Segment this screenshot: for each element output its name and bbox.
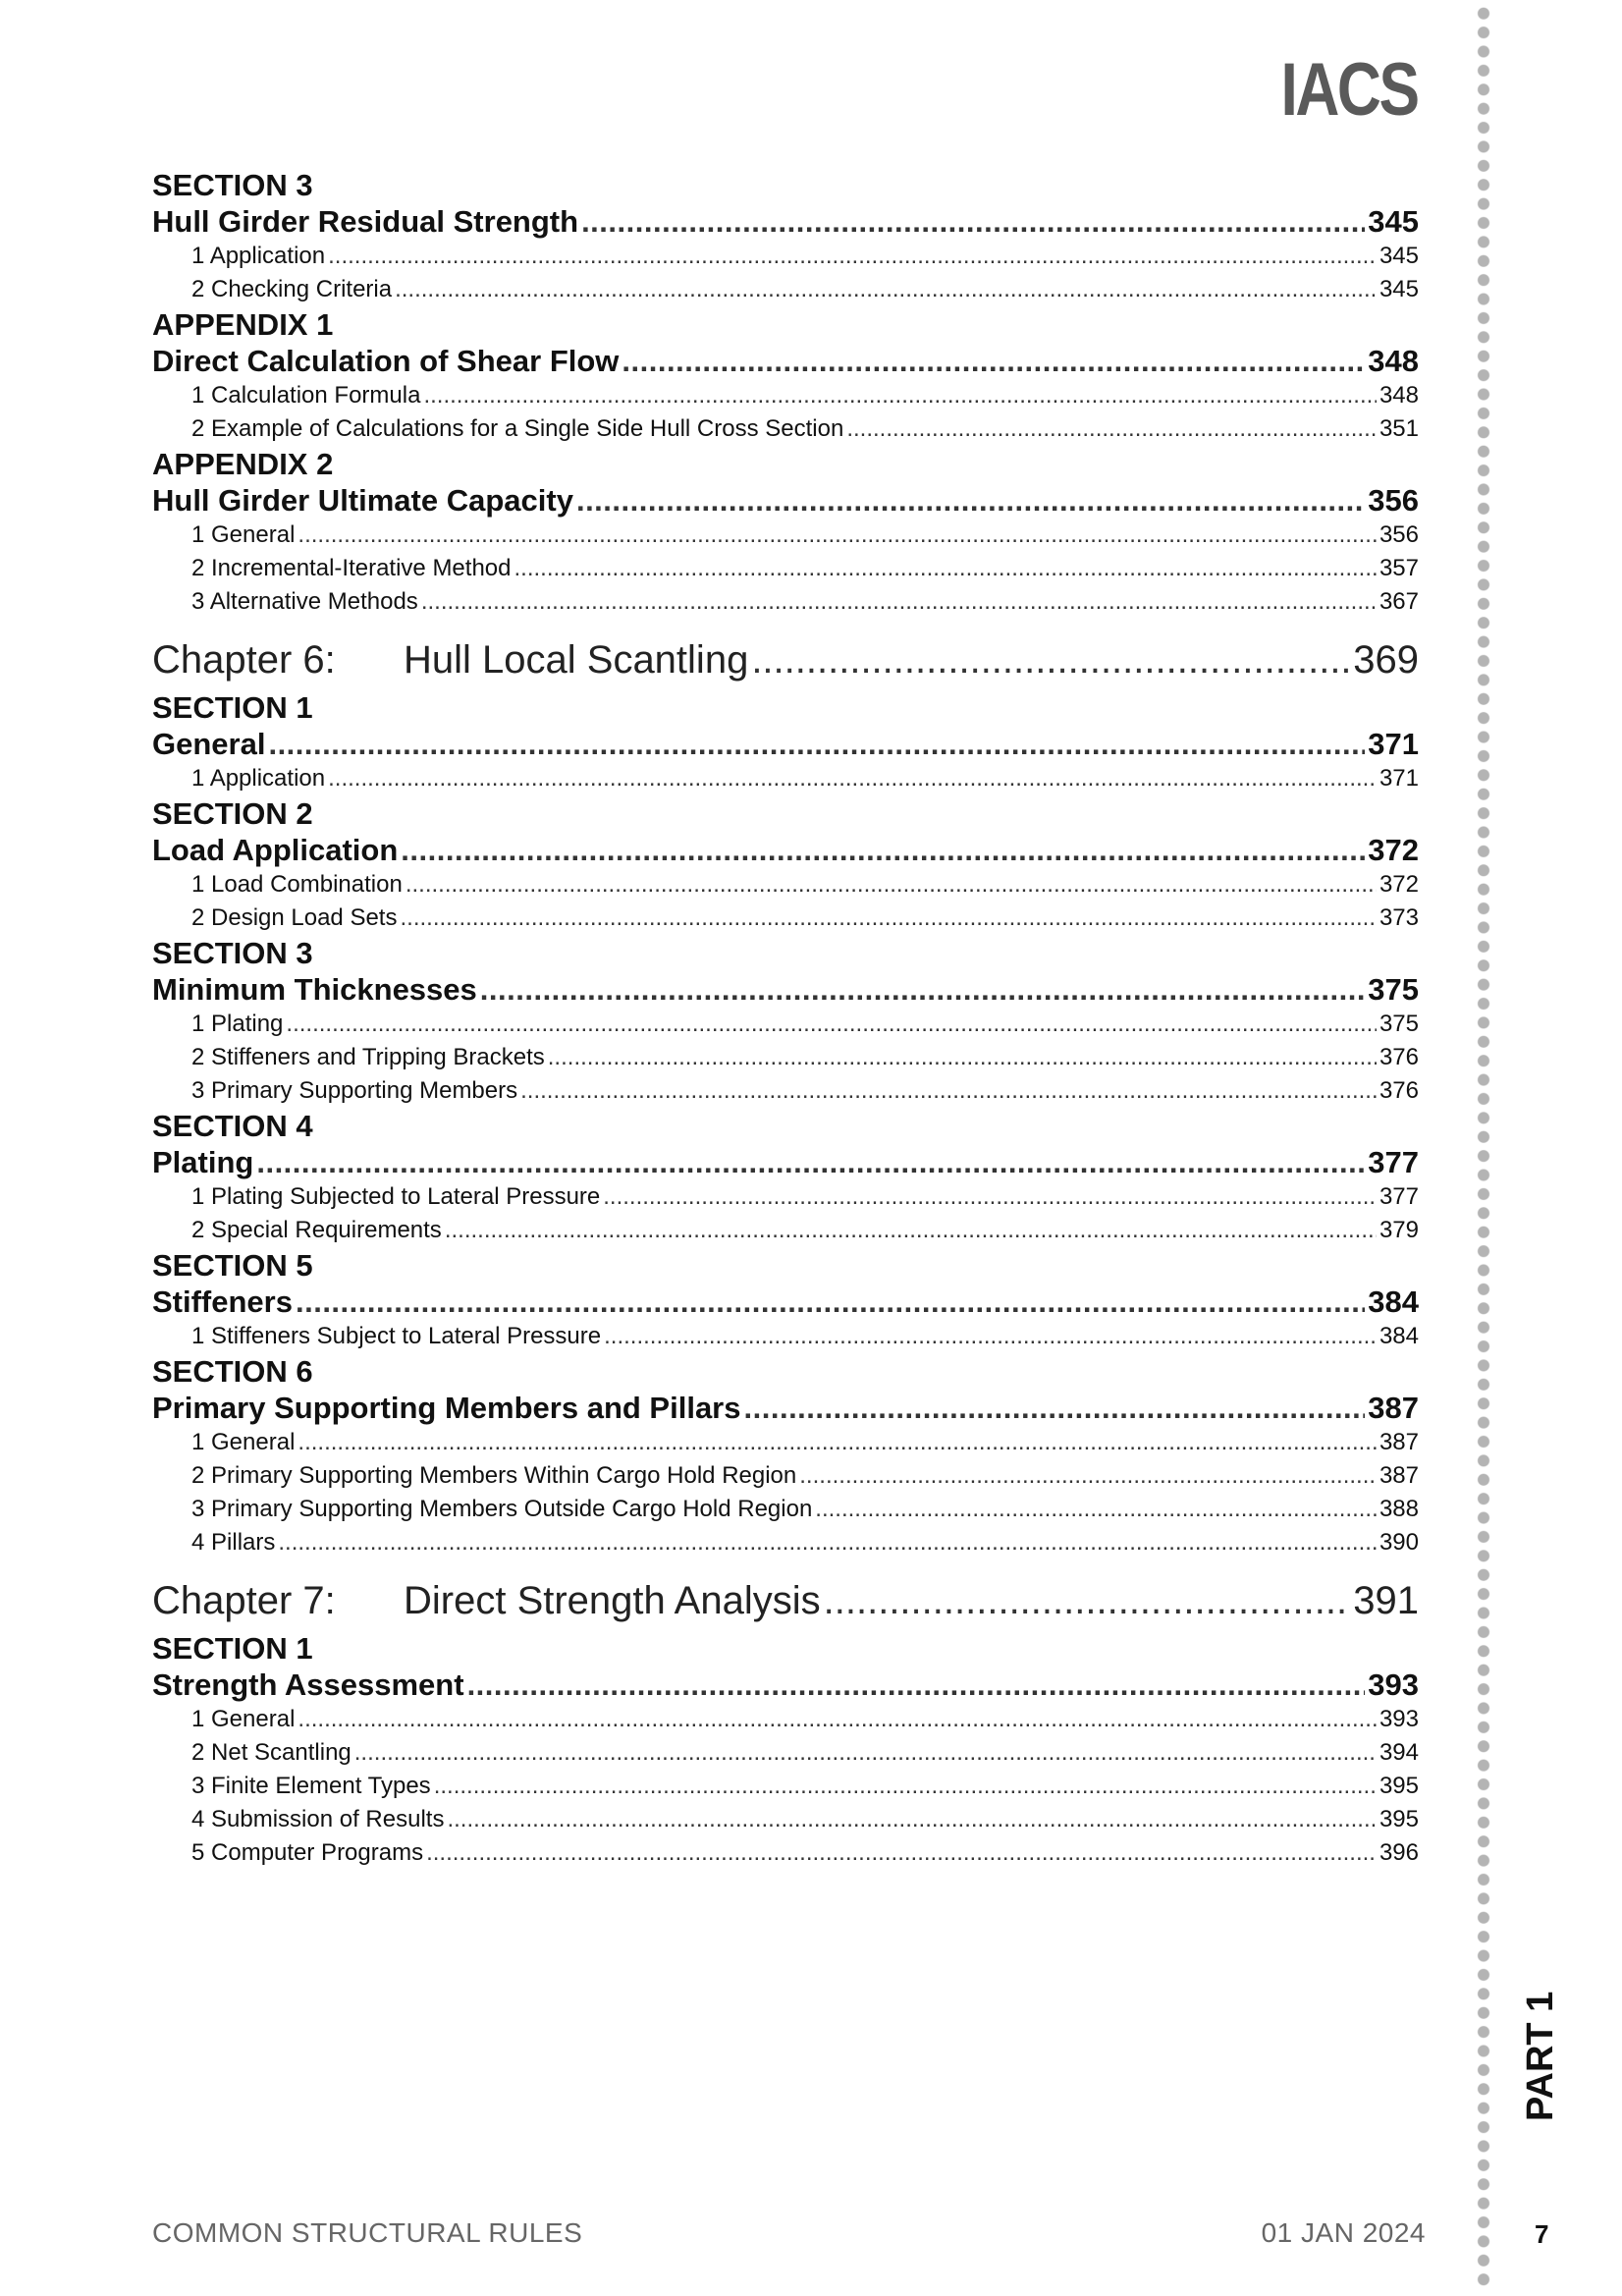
toc-entry-text: 1 Stiffeners Subject to Lateral Pressure xyxy=(191,1323,602,1349)
toc-entry-text: Strength Assessment xyxy=(152,1667,464,1702)
toc-entry-text: 2 Design Load Sets xyxy=(191,904,398,931)
toc-dot-leader xyxy=(400,902,1376,935)
page-number: 7 xyxy=(1535,2219,1549,2249)
footer-date: 01 JAN 2024 xyxy=(1261,2217,1426,2248)
toc-entry-text: 2 Primary Supporting Members Within Cargo Hold Region xyxy=(191,1462,797,1489)
toc-page-number: 384 xyxy=(1368,1285,1419,1319)
toc-item[interactable] xyxy=(152,519,1419,552)
toc-page-number: 390 xyxy=(1379,1529,1419,1556)
toc-page-number: 387 xyxy=(1379,1462,1419,1489)
toc-entry-text: Plating xyxy=(152,1145,254,1179)
toc-page-number: 377 xyxy=(1368,1145,1419,1179)
toc-page-number: 348 xyxy=(1379,382,1419,409)
toc-dot-leader xyxy=(423,379,1377,412)
toc-page-number: 371 xyxy=(1379,765,1419,792)
toc-dot-leader xyxy=(406,868,1377,902)
toc-section-label: SECTION 4 xyxy=(152,1109,313,1143)
toc-section-label: SECTION 2 xyxy=(152,796,313,831)
toc-page-number: 348 xyxy=(1368,344,1419,378)
toc-entry-text: 2 Net Scantling xyxy=(191,1739,351,1766)
toc-item[interactable] xyxy=(152,1736,1419,1770)
toc-section-title[interactable] xyxy=(152,1667,1419,1703)
toc-dot-leader xyxy=(622,343,1365,379)
toc-dot-leader xyxy=(815,1493,1377,1526)
toc-section-label: APPENDIX 1 xyxy=(152,307,334,342)
toc-item[interactable] xyxy=(152,1320,1419,1353)
toc-chapter-heading xyxy=(152,636,748,683)
toc-entry-text: Direct Calculation of Shear Flow xyxy=(152,344,620,378)
dotted-side-rail xyxy=(1477,4,1490,2292)
toc-page-number: 395 xyxy=(1379,1806,1419,1832)
toc-chapter-title: Hull Local Scantling xyxy=(404,638,749,682)
toc-entry-text: General xyxy=(152,727,266,761)
toc-entry-text: 4 Pillars xyxy=(191,1529,276,1556)
toc-page-number: 372 xyxy=(1379,871,1419,898)
toc-dot-leader xyxy=(799,1459,1377,1493)
toc-section-title[interactable] xyxy=(152,726,1419,762)
toc-item[interactable] xyxy=(152,1526,1419,1559)
toc-entry-text: 1 Application xyxy=(191,243,326,269)
toc-entry-text: 3 Primary Supporting Members xyxy=(191,1077,518,1104)
toc-item[interactable] xyxy=(152,1493,1419,1526)
toc-dot-leader xyxy=(296,1284,1365,1320)
toc-entry-text: Stiffeners xyxy=(152,1285,293,1319)
toc-entry-text: 2 Example of Calculations for a Single Side Hull Cross Section xyxy=(191,415,844,442)
toc-item[interactable] xyxy=(152,1770,1419,1803)
toc-dot-leader xyxy=(297,1703,1377,1736)
toc-item[interactable] xyxy=(152,1836,1419,1870)
toc-dot-leader xyxy=(426,1836,1377,1870)
toc-chapter-heading xyxy=(152,1577,821,1624)
toc-item[interactable] xyxy=(152,1214,1419,1247)
toc-chapter-title: Direct Strength Analysis xyxy=(404,1579,821,1622)
toc-dot-leader xyxy=(434,1770,1377,1803)
toc-page-number: 377 xyxy=(1379,1183,1419,1210)
toc-item[interactable] xyxy=(152,902,1419,935)
toc-dot-leader xyxy=(268,726,1365,762)
toc-entry-text: 2 Stiffeners and Tripping Brackets xyxy=(191,1044,545,1070)
toc-entry-text: 1 Calculation Formula xyxy=(191,382,421,409)
toc-dot-leader xyxy=(520,1074,1377,1108)
toc-dot-leader xyxy=(421,585,1377,619)
toc-page-number: 388 xyxy=(1379,1496,1419,1522)
part-label xyxy=(1510,1984,1589,2131)
toc-entry-text: 1 General xyxy=(191,1429,296,1455)
toc-item[interactable] xyxy=(152,412,1419,446)
footer-title: COMMON STRUCTURAL RULES xyxy=(152,2217,583,2248)
toc-section-label: APPENDIX 2 xyxy=(152,447,334,481)
toc-item[interactable] xyxy=(152,1041,1419,1074)
toc-dot-leader xyxy=(824,1577,1351,1624)
toc-page-number: 395 xyxy=(1379,1773,1419,1799)
toc-page-number: 384 xyxy=(1379,1323,1419,1349)
toc-section-title[interactable] xyxy=(152,1284,1419,1320)
toc-page-number: 396 xyxy=(1379,1839,1419,1866)
toc-entry-text: 2 Incremental-Iterative Method xyxy=(191,555,512,581)
toc-page-number: 387 xyxy=(1379,1429,1419,1455)
toc-page-number: 372 xyxy=(1368,833,1419,867)
toc-page-number: 345 xyxy=(1379,243,1419,269)
toc-section-label: SECTION 5 xyxy=(152,1248,313,1283)
toc-page-number: 375 xyxy=(1379,1011,1419,1037)
toc-dot-leader xyxy=(401,832,1365,868)
toc-entry-text: 1 General xyxy=(191,521,296,548)
toc-page-number: 351 xyxy=(1379,415,1419,442)
toc-dot-leader xyxy=(328,240,1377,273)
toc-page-number: 367 xyxy=(1379,588,1419,615)
toc-page-number: 376 xyxy=(1379,1077,1419,1104)
toc-dot-leader xyxy=(297,1426,1377,1459)
toc-dot-leader xyxy=(278,1526,1377,1559)
toc-item[interactable] xyxy=(152,379,1419,412)
toc-entry-text: 1 Load Combination xyxy=(191,871,403,898)
toc-dot-leader xyxy=(744,1390,1366,1426)
toc-entry-text: 1 Application xyxy=(191,765,326,792)
toc-dot-leader xyxy=(328,762,1377,795)
toc-section-title[interactable] xyxy=(152,1144,1419,1180)
toc-dot-leader xyxy=(751,636,1350,683)
toc-entry-text: 4 Submission of Results xyxy=(191,1806,445,1832)
toc-item[interactable] xyxy=(152,552,1419,585)
part-label-text: PART 1 xyxy=(1520,1991,1561,2121)
toc-page-number: 387 xyxy=(1368,1391,1419,1425)
toc-section-title[interactable] xyxy=(152,971,1419,1008)
toc-dot-leader xyxy=(445,1214,1377,1247)
toc-page-number: 345 xyxy=(1368,204,1419,239)
toc-dot-leader xyxy=(548,1041,1377,1074)
toc-section-title[interactable] xyxy=(152,343,1419,379)
toc-page-number: 376 xyxy=(1379,1044,1419,1070)
toc-dot-leader xyxy=(581,203,1365,240)
toc-item[interactable] xyxy=(152,585,1419,619)
toc-entry-text: 3 Alternative Methods xyxy=(191,588,418,615)
toc-item[interactable] xyxy=(152,1426,1419,1459)
toc-entry-text: Primary Supporting Members and Pillars xyxy=(152,1391,741,1425)
toc-page-number: 393 xyxy=(1379,1706,1419,1732)
toc-chapter[interactable] xyxy=(152,1577,1419,1624)
toc-entry-text: Hull Girder Ultimate Capacity xyxy=(152,483,573,518)
toc-dot-leader xyxy=(395,273,1377,306)
toc-dot-leader xyxy=(354,1736,1377,1770)
toc-dot-leader xyxy=(480,971,1365,1008)
toc-entry-text: Hull Girder Residual Strength xyxy=(152,204,579,239)
toc-item[interactable] xyxy=(152,1703,1419,1736)
toc-dot-leader xyxy=(447,1803,1377,1836)
toc-page-number: 369 xyxy=(1353,638,1419,682)
toc-dot-leader xyxy=(286,1008,1377,1041)
toc-item[interactable] xyxy=(152,762,1419,795)
toc-dot-leader xyxy=(604,1320,1377,1353)
table-of-contents xyxy=(152,167,1419,1870)
toc-item[interactable] xyxy=(152,1008,1419,1041)
iacs-logo: IACS xyxy=(1280,48,1418,132)
toc-entry-text: 2 Checking Criteria xyxy=(191,276,393,302)
toc-page-number: 373 xyxy=(1379,904,1419,931)
toc-item[interactable] xyxy=(152,1180,1419,1214)
toc-section-title[interactable] xyxy=(152,482,1419,519)
toc-section-label: SECTION 6 xyxy=(152,1354,313,1389)
toc-section-label: SECTION 1 xyxy=(152,1631,313,1666)
toc-chapter-number: Chapter 7: xyxy=(152,1579,336,1622)
toc-section-title[interactable] xyxy=(152,1390,1419,1426)
toc-dot-leader xyxy=(576,482,1365,519)
toc-page-number: 356 xyxy=(1379,521,1419,548)
toc-page-number: 371 xyxy=(1368,727,1419,761)
toc-section-label: SECTION 3 xyxy=(152,168,313,202)
toc-chapter-number: Chapter 6: xyxy=(152,638,336,682)
toc-page-number: 394 xyxy=(1379,1739,1419,1766)
toc-item[interactable] xyxy=(152,1803,1419,1836)
toc-entry-text: 3 Finite Element Types xyxy=(191,1773,431,1799)
toc-dot-leader xyxy=(467,1667,1366,1703)
toc-page-number: 379 xyxy=(1379,1217,1419,1243)
toc-entry-text: 1 Plating Subjected to Lateral Pressure xyxy=(191,1183,601,1210)
toc-dot-leader xyxy=(297,519,1377,552)
toc-entry-text: Load Application xyxy=(152,833,399,867)
toc-page-number: 356 xyxy=(1368,483,1419,518)
toc-page-number: 391 xyxy=(1353,1579,1419,1622)
toc-dot-leader xyxy=(846,412,1377,446)
toc-entry-text: 5 Computer Programs xyxy=(191,1839,424,1866)
toc-entry-text: 1 General xyxy=(191,1706,296,1732)
toc-entry-text: Minimum Thicknesses xyxy=(152,972,477,1007)
toc-page-number: 375 xyxy=(1368,972,1419,1007)
toc-entry-text: 3 Primary Supporting Members Outside Cargo Hold Region xyxy=(191,1496,813,1522)
toc-page-number: 345 xyxy=(1379,276,1419,302)
toc-page-number: 393 xyxy=(1368,1667,1419,1702)
toc-dot-leader xyxy=(256,1144,1365,1180)
toc-section-title[interactable] xyxy=(152,832,1419,868)
toc-section-title[interactable] xyxy=(152,203,1419,240)
toc-page-number: 357 xyxy=(1379,555,1419,581)
toc-entry-text: 2 Special Requirements xyxy=(191,1217,442,1243)
toc-item[interactable] xyxy=(152,1459,1419,1493)
toc-chapter[interactable] xyxy=(152,636,1419,683)
toc-section-label: SECTION 1 xyxy=(152,690,313,725)
toc-item[interactable] xyxy=(152,1074,1419,1108)
toc-item[interactable] xyxy=(152,240,1419,273)
toc-section-label: SECTION 3 xyxy=(152,936,313,970)
toc-item[interactable] xyxy=(152,273,1419,306)
toc-item[interactable] xyxy=(152,868,1419,902)
toc-dot-leader xyxy=(514,552,1377,585)
toc-entry-text: 1 Plating xyxy=(191,1011,284,1037)
toc-dot-leader xyxy=(603,1180,1377,1214)
